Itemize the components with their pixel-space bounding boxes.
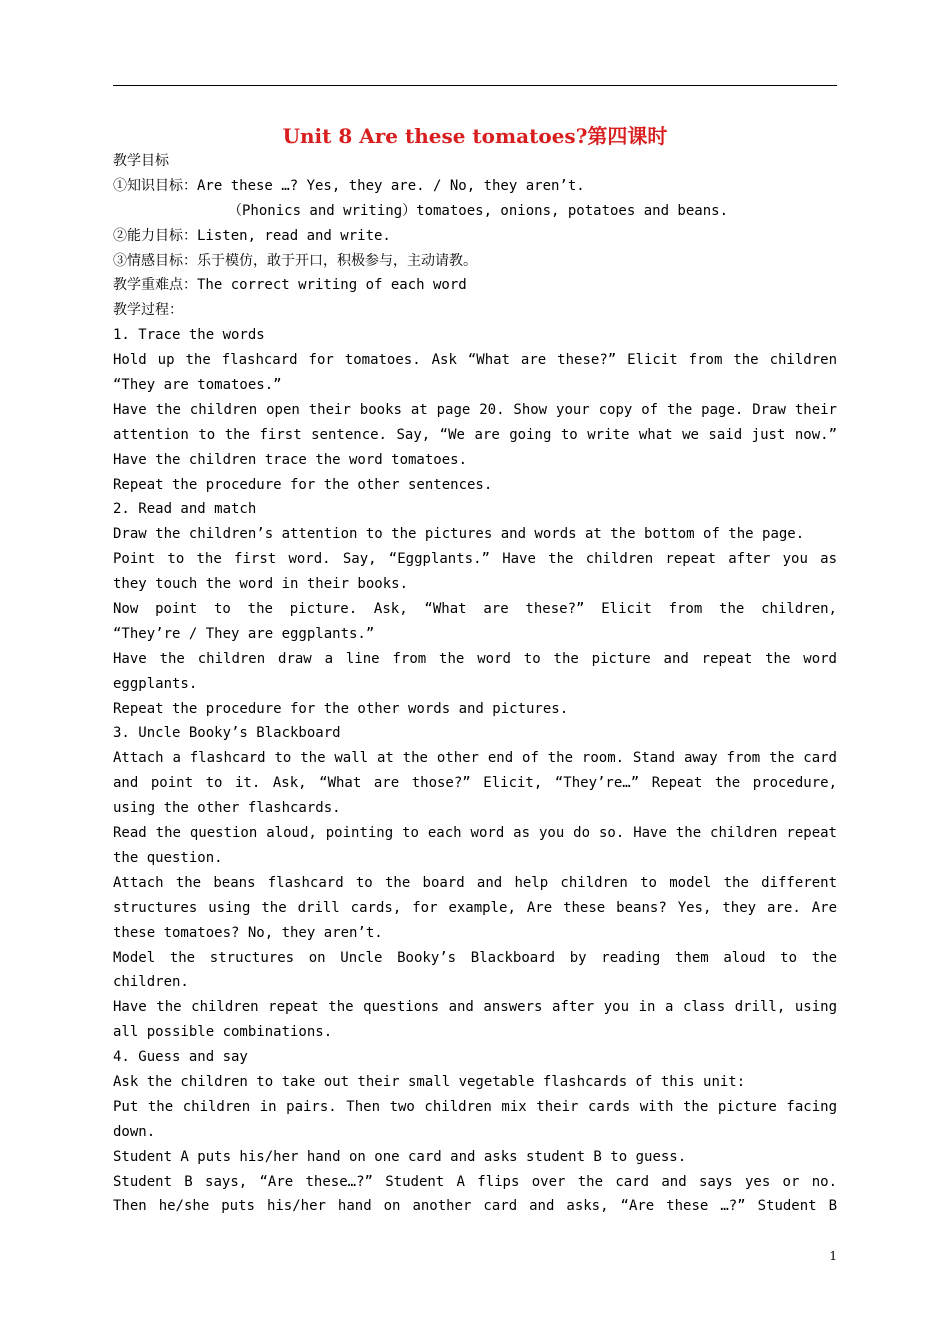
body-line: Now point to the picture. Ask, “What are these?” Elicit from the children, <box>113 601 837 618</box>
body-line: （Phonics and writing）tomatoes, onions, potatoes and beans. <box>228 202 729 219</box>
body-line: Point to the first word. Say, “Eggplants.” Have the children repeat after you as <box>113 551 837 568</box>
body-line: 教学目标 <box>113 153 169 169</box>
body-line: Repeat the procedure for the other sentences. <box>113 476 493 493</box>
body-line: and point to it. Ask, “What are those?” Elicit, “They’re…” Repeat the procedure, <box>113 775 837 792</box>
body-line: Hold up the flashcard for tomatoes. Ask “What are these?” Elicit from the children <box>113 352 837 369</box>
body-line: they touch the word in their books. <box>113 576 409 593</box>
document-title: Unit 8 Are these tomatoes?第四课时 <box>282 124 668 148</box>
body-line: 教学重难点：The correct writing of each word <box>113 277 467 294</box>
document-body <box>113 149 837 1219</box>
body-line: all possible combinations. <box>113 1024 333 1041</box>
body-line: ②能力目标：Listen, read and write. <box>113 227 391 244</box>
body-line: attention to the first sentence. Say, “We are going to write what we said just now.” <box>113 426 837 443</box>
body-line: Draw the children’s attention to the pictures and words at the bottom of the page. <box>113 526 805 543</box>
body-line: children. <box>113 974 189 991</box>
body-line: Read the question aloud, pointing to each word as you do so. Have the children repeat <box>113 825 837 842</box>
page-number: 1 <box>829 1249 837 1263</box>
body-line: Put the children in pairs. Then two children mix their cards with the picture facing <box>113 1098 837 1115</box>
body-line: Then he/she puts his/her hand on another card and asks, “Are these …?” Student B <box>113 1198 837 1215</box>
body-line: Have the children repeat the questions and answers after you in a class drill, using <box>113 999 837 1016</box>
body-line: 教学过程： <box>113 302 183 319</box>
body-line: Attach a flashcard to the wall at the other end of the room. Stand away from the card <box>113 750 837 767</box>
body-line: Repeat the procedure for the other words and pictures. <box>113 700 569 717</box>
body-line: 3. Uncle Booky’s Blackboard <box>113 725 341 742</box>
body-line: Ask the children to take out their small vegetable flashcards of this unit: <box>113 1073 746 1090</box>
header-rule <box>113 85 837 86</box>
body-line: eggplants. <box>113 675 198 692</box>
body-line: “They’re / They are eggplants.” <box>113 625 375 642</box>
body-line: down. <box>113 1123 156 1140</box>
body-line: 1. Trace the words <box>113 327 265 344</box>
body-line: Have the children draw a line from the word to the picture and repeat the word <box>113 650 837 667</box>
body-line: Model the structures on Uncle Booky’s Blackboard by reading them aloud to the <box>113 949 837 966</box>
body-line: “They are tomatoes.” <box>113 377 282 394</box>
body-line: 2. Read and match <box>113 501 257 518</box>
body-line: these tomatoes? No, they aren’t. <box>113 924 383 941</box>
body-line: Student A puts his/her hand on one card and asks student B to guess. <box>113 1148 687 1165</box>
body-line: using the other flashcards. <box>113 800 341 817</box>
body-line: structures using the drill cards, for example, Are these beans? Yes, they are. Are <box>113 899 837 916</box>
body-line: Attach the beans flashcard to the board and help children to model the different <box>113 874 837 891</box>
body-line: the question. <box>113 849 223 866</box>
body-line: Have the children open their books at page 20. Show your copy of the page. Draw their <box>113 401 837 418</box>
body-line: 4. Guess and say <box>113 1049 248 1066</box>
body-line: ①知识目标：Are these …? Yes, they are. / No, they aren’t. <box>113 177 585 194</box>
body-line: Student B says, “Are these…?” Student A flips over the card and says yes or no. <box>113 1173 837 1190</box>
body-line: ③情感目标：乐于模仿，敢于开口，积极参与，主动请教。 <box>113 252 477 269</box>
body-line: Have the children trace the word tomatoes. <box>113 451 468 468</box>
